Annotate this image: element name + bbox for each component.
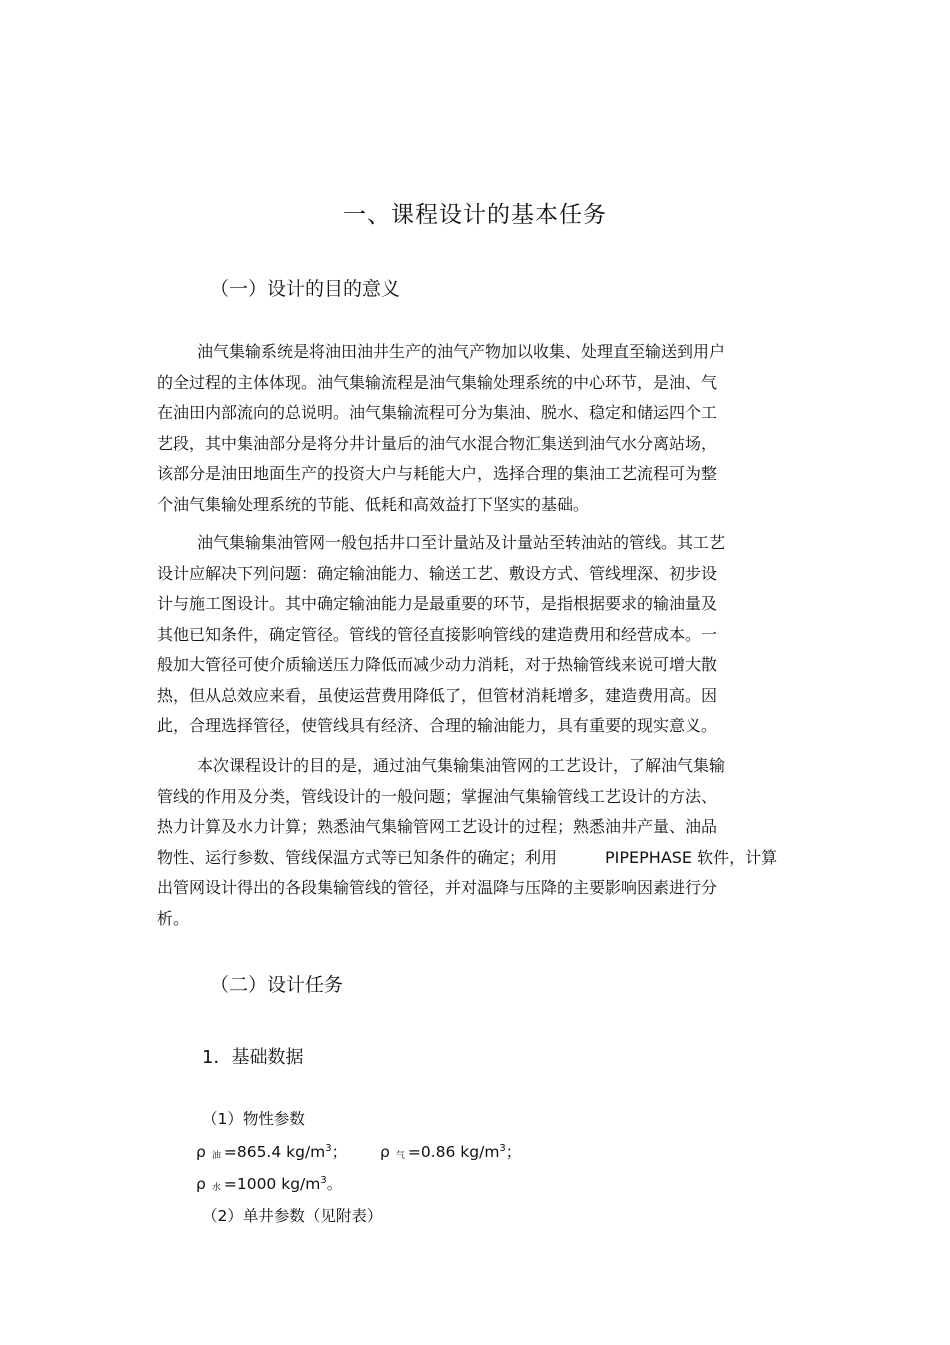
paragraph-line: 设计应解决下列问题：确定输油能力、输送工艺、敷设方式、管线埋深、初步设 bbox=[157, 563, 718, 583]
item-physical-parameters: （1）物性参数 bbox=[202, 1110, 305, 1128]
section-heading-purpose: （一）设计的目的意义 bbox=[210, 278, 401, 300]
oil-density bbox=[196, 1140, 347, 1162]
subsection-heading-basic-data: 1．基础数据 bbox=[202, 1047, 304, 1068]
exponent: 3 bbox=[320, 1174, 327, 1186]
paragraph-line-part: 物性、运行参数、管线保温方式等已知条件的确定；利用 bbox=[157, 847, 558, 867]
paragraph-line: 该部分是油田地面生产的投资大户与耗能大户，选择合理的集油工艺流程可为整 bbox=[157, 464, 718, 483]
paragraph-3 bbox=[157, 751, 797, 934]
gas-density bbox=[380, 1140, 521, 1162]
exponent: 3 bbox=[499, 1142, 506, 1154]
software-name-text: PIPEPHASE 软件，计算 bbox=[605, 847, 778, 867]
water-density-value: =1000 kg/m bbox=[223, 1175, 321, 1193]
paragraph-line: 热力计算及水力计算；熟悉油气集输管网工艺设计的过程；熟悉油井产量、油品 bbox=[157, 817, 718, 836]
paragraph-line: 油气集输系统是将油田油井生产的油气产物加以收集、处理直至输送到用户 bbox=[197, 342, 726, 361]
paragraph-line: 艺段，其中集油部分是将分井计量后的油气水混合物汇集送到油气水分离站场， bbox=[157, 433, 718, 453]
paragraph-line bbox=[157, 843, 797, 874]
water-subscript: 水 bbox=[211, 1183, 221, 1193]
punctuation: ； bbox=[331, 1143, 348, 1161]
paragraph-line: 在油田内部流向的总说明。油气集输流程可分为集油、脱水、稳定和储运四个工 bbox=[157, 403, 718, 422]
paragraph-line: 本次课程设计的目的是，通过油气集输集油管网的工艺设计，了解油气集输 bbox=[197, 756, 726, 775]
punctuation: 。 bbox=[326, 1175, 343, 1193]
paragraph-line: 其他已知条件，确定管径。管线的管径直接影响管线的建造费用和经营成本。一 bbox=[157, 624, 718, 644]
item-single-well-parameters: （2）单井参数（见附表） bbox=[202, 1207, 383, 1225]
paragraph-line: 般加大管径可使介质输送压力降低而减少动力消耗，对于热输管线来说可增大散 bbox=[157, 655, 718, 674]
section-heading-tasks: （二）设计任务 bbox=[210, 974, 344, 996]
gas-subscript: 气 bbox=[395, 1151, 405, 1161]
oil-density-value: =865.4 kg/m bbox=[223, 1143, 326, 1161]
punctuation: ； bbox=[505, 1143, 522, 1161]
rho-symbol: ρ bbox=[196, 1175, 206, 1193]
paragraph-line: 的全过程的主体体现。油气集输流程是油气集输处理系统的中心环节，是油、气 bbox=[157, 372, 718, 392]
paragraph-line: 析。 bbox=[157, 908, 190, 928]
water-density bbox=[196, 1172, 342, 1194]
page-title: 一、课程设计的基本任务 bbox=[343, 202, 607, 228]
rho-symbol: ρ bbox=[196, 1143, 206, 1161]
paragraph-line: 油气集输集油管网一般包括井口至计量站及计量站至转油站的管线。其工艺 bbox=[197, 533, 726, 552]
paragraph-line: 管线的作用及分类，管线设计的一般问题；掌握油气集输管线工艺设计的方法、 bbox=[157, 786, 718, 806]
paragraph-line: 计与施工图设计。其中确定输油能力是最重要的环节，是指根据要求的输油量及 bbox=[157, 594, 718, 613]
exponent: 3 bbox=[325, 1142, 332, 1154]
paragraph-line: 此，合理选择管径，使管线具有经济、合理的输油能力，具有重要的现实意义。 bbox=[157, 716, 718, 735]
paragraph-line: 个油气集输处理系统的节能、低耗和高效益打下坚实的基础。 bbox=[157, 494, 590, 514]
rho-symbol: ρ bbox=[380, 1143, 390, 1161]
paragraph-2 bbox=[157, 528, 797, 742]
paragraph-1 bbox=[157, 337, 797, 520]
paragraph-line: 热，但从总效应来看，虽使运营费用降低了，但管材消耗增多，建造费用高。因 bbox=[157, 685, 718, 705]
oil-subscript: 油 bbox=[211, 1151, 221, 1161]
gas-density-value: =0.86 kg/m bbox=[407, 1143, 500, 1161]
paragraph-line: 出管网设计得出的各段集输管线的管径，并对温降与压降的主要影响因素进行分 bbox=[157, 878, 718, 897]
